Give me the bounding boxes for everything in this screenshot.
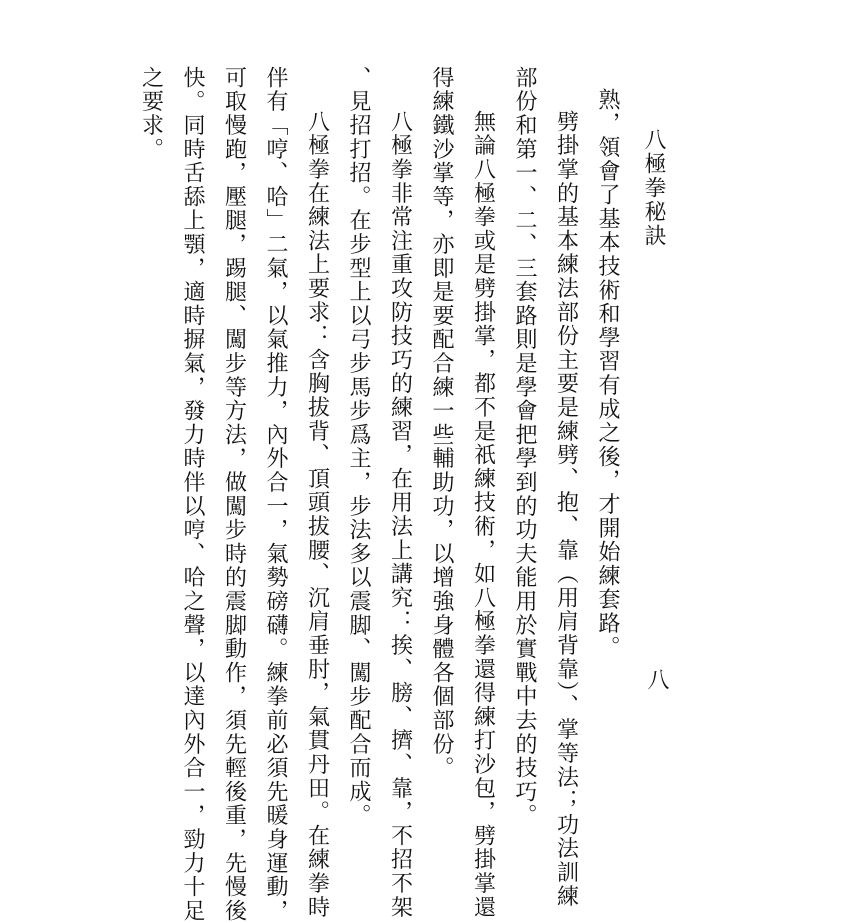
- running-header-title: 八極拳秘訣: [641, 128, 666, 248]
- body-text: [130, 66, 628, 923]
- text-column: 可取慢跑，壓腿，踢腿、闖步等方法，做闖步時的震脚動作，須先輕後重，先慢後: [221, 66, 247, 923]
- text-column: 無論八極拳或是劈掛掌，都不是祇練技術，如八極拳還得練打沙包，劈掛掌還: [470, 110, 496, 920]
- text-column: 得練鐵沙掌等，亦即是要配合練一些輔助功，以增強身體各個部份。: [429, 66, 454, 780]
- text-column: 熟，領會了基本技術和學習有成之後，才開始練套路。: [595, 88, 620, 660]
- text-column: 、見招打招。在步型上以弓步馬步爲主，步法多以震脚、闖步配合而成。: [346, 66, 371, 828]
- text-column: 八極拳在練法上要求：含胸拔背、頂頭拔腰、沉肩垂肘，氣貫丹田。在練拳時: [304, 110, 330, 920]
- text-column: 劈掛掌的基本練法部份主要是練劈、抱、靠（用肩背靠）、掌等法；功法訓練: [553, 110, 579, 909]
- text-column: 八極拳非常注重攻防技巧的練習，在用法上講究：挨、膀、擠、靠，不招不架: [387, 110, 413, 920]
- text-column: 部份和第一、二、三套路則是學會把學到的功夫能用於實戰中去的技巧。: [512, 66, 537, 828]
- text-column: 伴有「哼、哈」二氣，以氣推力，內外合一，氣勢磅礴。練拳前必須先暖身運動，: [263, 66, 288, 923]
- page-number: 八: [644, 668, 669, 690]
- text-column: 之要求。: [138, 66, 164, 162]
- text-column: 快。同時舌舔上顎，適時摒氣，發力時伴以哼、哈之聲，以達內外合一，勁力十足: [180, 66, 205, 923]
